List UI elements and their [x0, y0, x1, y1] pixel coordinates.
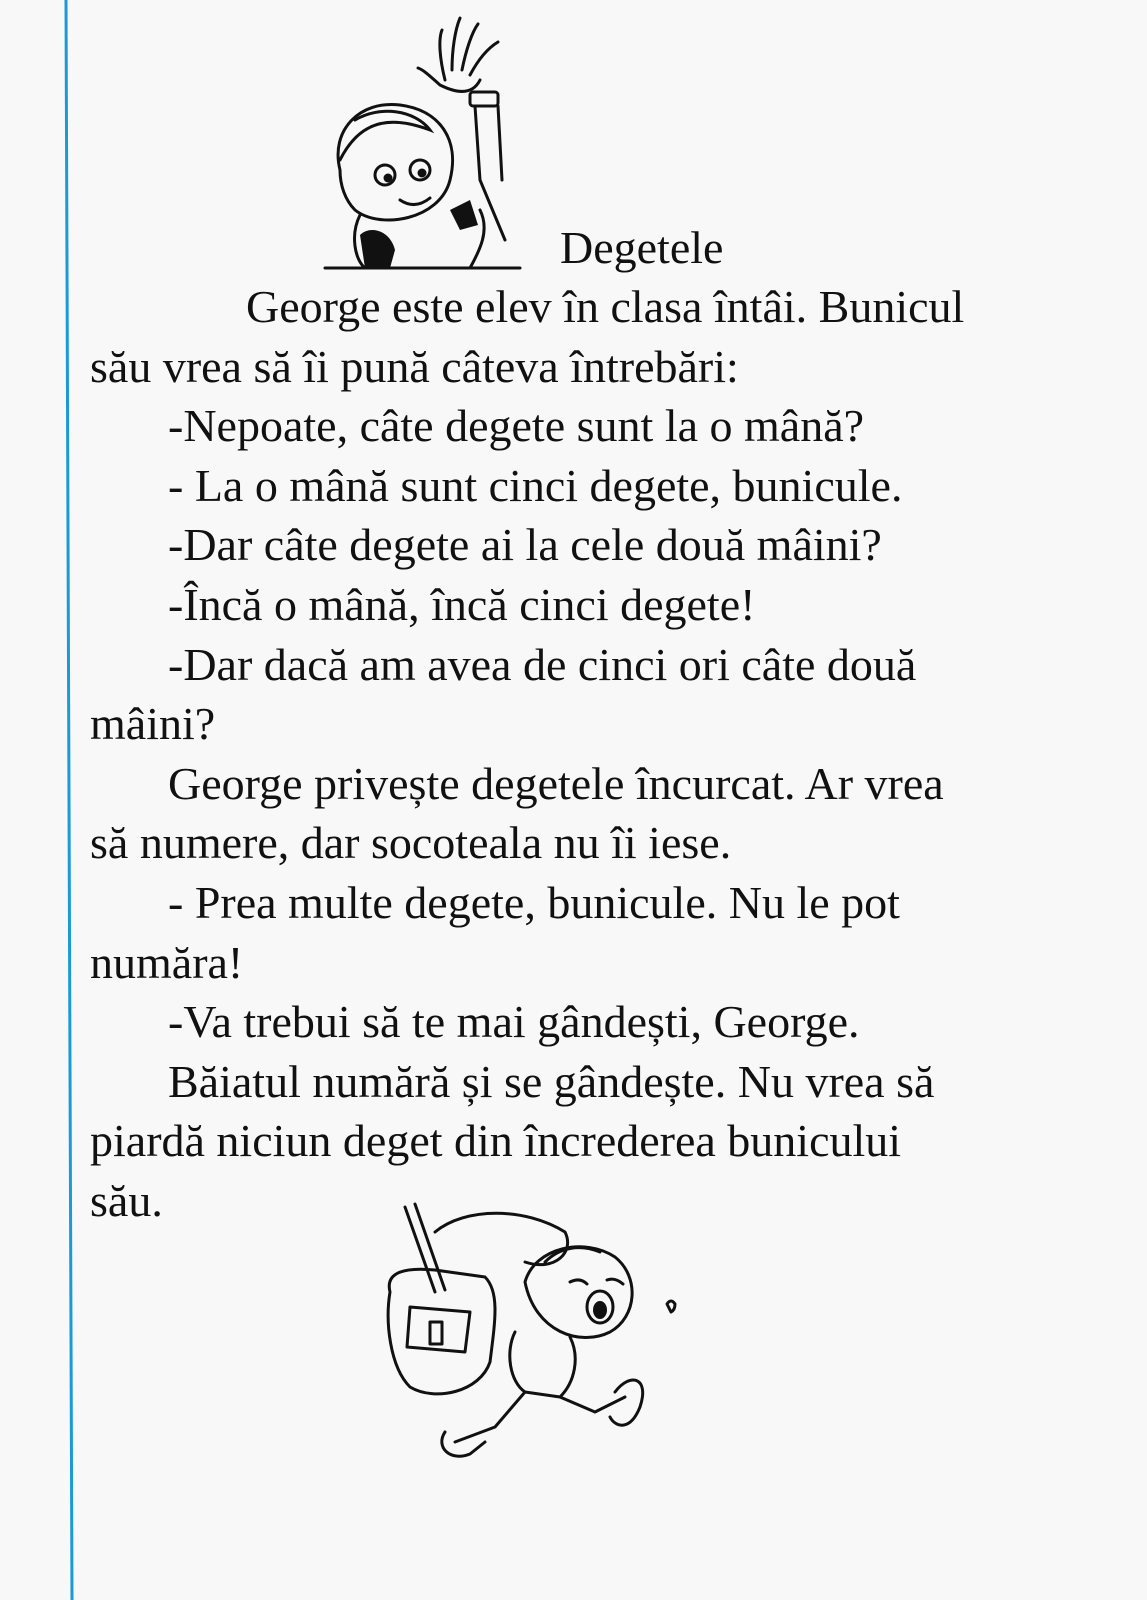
- text-line: - Prea multe degete, bunicule. Nu le pot: [168, 877, 900, 928]
- text-line: -Încă o mână, încă cinci degete!: [168, 579, 756, 630]
- boy-raising-hand-illustration: [320, 10, 530, 275]
- text-line: piardă niciun deget din încrederea bunicului: [90, 1115, 902, 1167]
- text-line: său vrea să îi pună câteva întrebări:: [90, 340, 739, 392]
- text-line: -Dar dacă am avea de cinci ori câte două: [168, 638, 917, 690]
- document-title: Degetele: [560, 222, 724, 273]
- margin-line: [0, 0, 100, 1600]
- text-line: -Va trebui să te mai gândești, George.: [168, 996, 860, 1048]
- text-line: să numere, dar socoteala nu îi iese.: [90, 817, 732, 869]
- text-line: -Dar câte degete ai la cele două mâini?: [168, 519, 882, 571]
- text-line: Băiatul numără și se gândește. Nu vrea să: [168, 1055, 935, 1107]
- text-line: -Nepoate, câte degete sunt la o mână?: [168, 400, 865, 452]
- text-line: său.: [90, 1175, 163, 1226]
- text-line: număra!: [90, 936, 244, 988]
- text-line: - La o mână sunt cinci degete, bunicule.: [168, 459, 903, 511]
- text-line: George este elev în clasa întâi. Bunicul: [246, 281, 965, 332]
- text-line: George privește degetele încurcat. Ar vrea: [168, 757, 944, 809]
- crying-schoolboy-with-backpack-illustration: [375, 1192, 685, 1472]
- text-line: mâini?: [90, 698, 216, 750]
